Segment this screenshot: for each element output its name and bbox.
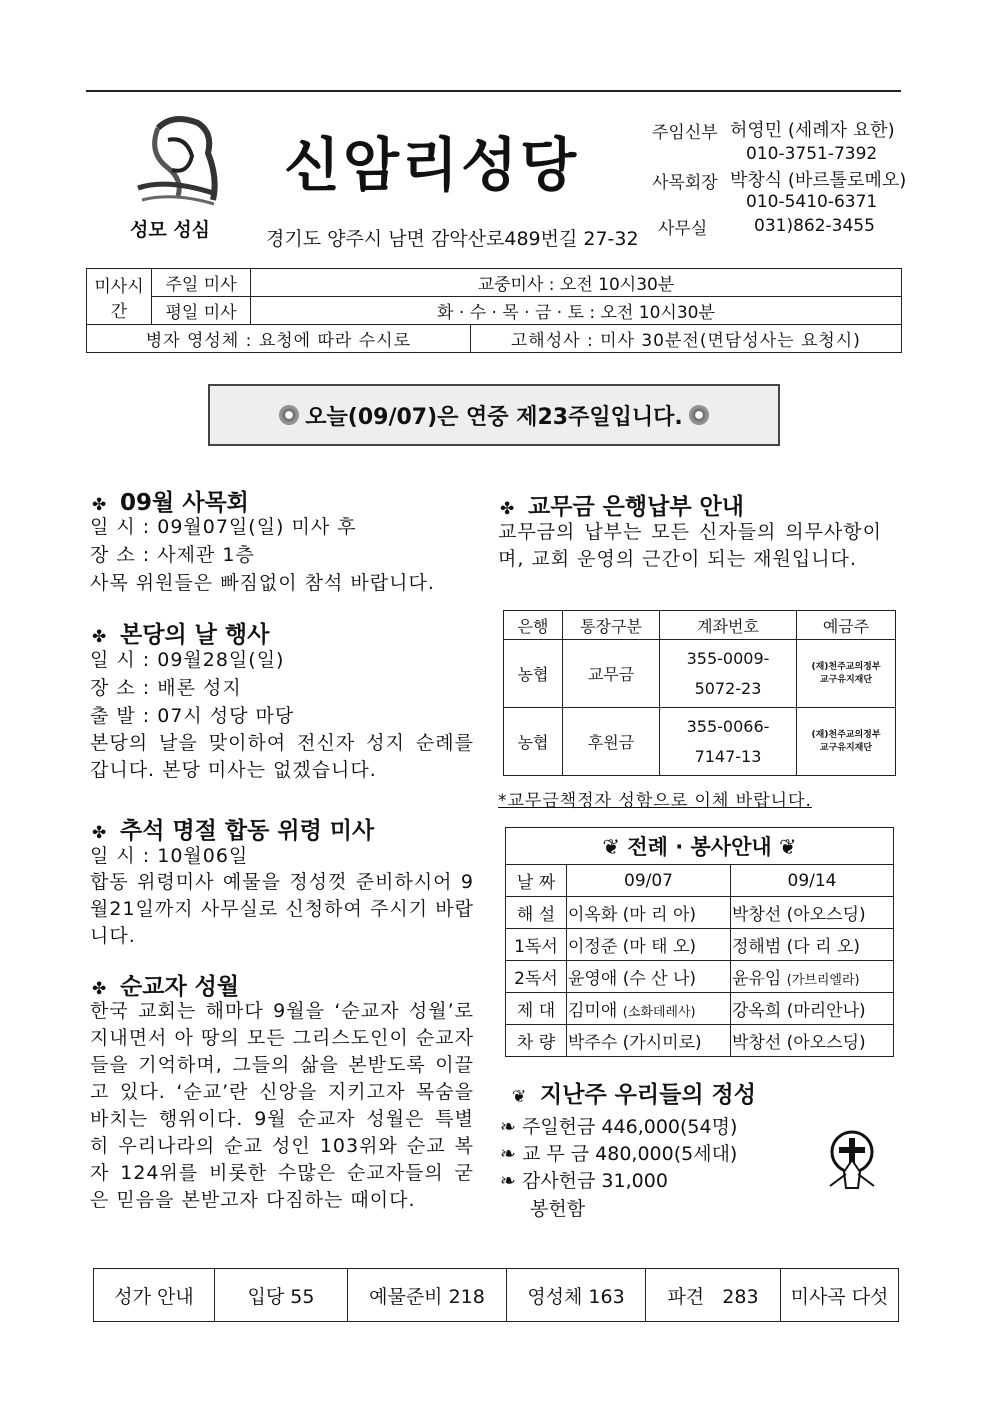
memorial-mass-title: 추석 명절 합동 위령 미사 (120, 818, 375, 844)
account-number: 355-0066- 7147-13 (660, 708, 797, 776)
parish-day-body: 본당의 날을 맞이하여 전신자 성지 순례를 갑니다. 본당 미사는 없겠습니다. (90, 732, 474, 781)
parish-name: 신암리성당 (284, 131, 580, 199)
sunday-mass-label: 주일 미사 (152, 269, 251, 297)
leaf-icon: ❦ (778, 835, 797, 859)
hymn-offertory: 예물준비 218 (348, 1269, 507, 1322)
parish-day-title: 본당의 날 행사 (120, 622, 270, 648)
sacred-heart-logo-icon (128, 108, 226, 208)
account-holder: (재)천주교의정부 교구유지재단 (797, 640, 896, 708)
parish-day-line2: 장 소 : 배론 성지 (90, 677, 242, 699)
office-label: 사무실 (658, 219, 708, 239)
council-name: 박창식 (바르톨로메오) (730, 170, 907, 191)
offering-fee: ❧ 교 무 금 480,000(5세대) (500, 1143, 738, 1165)
account-type: 교무금 (563, 640, 660, 708)
hymn-table (93, 1268, 899, 1322)
table-row (506, 1025, 894, 1057)
liturgy-person: 윤유임 (가브리엘라) (731, 961, 894, 993)
liturgy-role: 제 대 (506, 993, 567, 1025)
hymn-dismissal: 파견 283 (646, 1269, 781, 1322)
table-row (506, 961, 894, 993)
dove-icon (689, 405, 709, 425)
table-row (506, 897, 894, 929)
offering-thanks: ❧ 감사헌금 31,000 (500, 1170, 668, 1192)
church-fee-body: 교무금의 납부는 모든 신자들의 의무사항이며, 교회 운영의 근간이 되는 재원입니다. (498, 521, 882, 570)
leaf-bullet-icon: ❧ (500, 1170, 522, 1192)
account-type: 후원금 (563, 708, 660, 776)
church-fee-title: 교무금 은행납부 안내 (528, 494, 744, 520)
offering-heading (512, 1076, 756, 1109)
liturgy-person: 박창선 (아오스딩) (731, 897, 894, 929)
sunday-mass-time: 교중미사 : 오전 10시30분 (251, 269, 902, 297)
office-phone: 031)862-3455 (754, 216, 875, 236)
mass-time-label: 미사시간 (87, 269, 152, 325)
council-label: 사목회장 (652, 173, 718, 193)
table-row (506, 929, 894, 961)
liturgy-person: 박주수 (가시미로) (567, 1025, 731, 1057)
diamond-bullet-icon: ✤ (92, 495, 107, 515)
pastor-label: 주임신부 (652, 123, 718, 143)
liturgy-person: 박창선 (아오스딩) (731, 1025, 894, 1057)
date-1: 09/07 (567, 865, 731, 897)
liturgy-person: 정해범 (다 리 오) (731, 929, 894, 961)
council-meeting-line1: 일 시 : 09월07일(일) 미사 후 (90, 516, 357, 538)
logo-caption: 성모 성심 (130, 219, 211, 241)
church-fee-note: *교무금책정자 성함으로 이체 바랍니다. (498, 791, 812, 811)
parish-day-line3: 출 발 : 07시 성당 마당 (90, 705, 295, 727)
diamond-bullet-icon: ✤ (500, 499, 515, 519)
parish-day-line1: 일 시 : 09월28일(일) (90, 649, 285, 671)
weekday-mass-time: 화 · 수 · 목 · 금 · 토 : 오전 10시30분 (251, 297, 902, 325)
council-meeting-line2: 장 소 : 사제관 1층 (90, 544, 255, 566)
date-label: 날 짜 (506, 865, 567, 897)
martyrs-month-heading (92, 968, 239, 1001)
pastor-phone: 010-3751-7392 (746, 144, 878, 164)
liturgy-person: 강옥희 (마리안나) (731, 993, 894, 1025)
council-phone: 010-5410-6371 (746, 192, 878, 212)
weekday-mass-label: 평일 미사 (152, 297, 251, 325)
church-fee-heading (500, 488, 744, 521)
offering-box: 봉헌함 (530, 1198, 586, 1220)
date-2: 09/14 (731, 865, 894, 897)
liturgy-role: 1독서 (506, 929, 567, 961)
liturgy-person: 이정준 (마 태 오) (567, 929, 731, 961)
bank-name: 농협 (504, 708, 563, 776)
parish-day-heading (92, 616, 269, 649)
liturgy-table (505, 827, 894, 1057)
bank-header-account: 계좌번호 (660, 611, 797, 640)
table-row (506, 993, 894, 1025)
offering-title: 지난주 우리들의 정성 (540, 1082, 756, 1108)
bank-header-type: 통장구분 (563, 611, 660, 640)
liturgy-person: 윤영애 (수 산 나) (567, 961, 731, 993)
bank-header-holder: 예금주 (797, 611, 896, 640)
table-row (504, 640, 896, 708)
banner-text: 오늘(09/07)은 연중 제23주일입니다. (305, 404, 683, 430)
liturgy-role: 해 설 (506, 897, 567, 929)
praying-hands-cross-icon (824, 1130, 886, 1192)
liturgy-person: 이옥화 (마 리 아) (567, 897, 731, 929)
leaf-bullet-icon: ❧ (500, 1116, 522, 1138)
top-rule (86, 90, 901, 92)
offering-sunday: ❧ 주일헌금 446,000(54명) (500, 1116, 738, 1138)
hymn-mass-music: 미사곡 다섯 (781, 1269, 899, 1322)
hymn-communion: 영성체 163 (507, 1269, 646, 1322)
liturgy-role: 차 량 (506, 1025, 567, 1057)
account-holder: (재)천주교의정부 교구유지재단 (797, 708, 896, 776)
hymn-entrance: 입당 55 (215, 1269, 348, 1322)
mass-schedule-table (86, 268, 902, 353)
martyrs-month-body: 한국 교회는 해마다 9월을 ‘순교자 성월’로 지내면서 아 땅의 모든 그리스도인이 순교자들을 기억하며, 그들의 삶을 본받도록 이끌고 있다. ‘순교’란 신앙을 지키고자 목숨을 바치는 행위이다. 9월 순교자 성월은 특별히 우리나라의 순교 성인 103위와 순교 복자 124위를 비롯한 수많은 순교자들의 굳은 믿음을 본받고자 다짐하는 때이다. (90, 1000, 474, 1211)
council-meeting-title: 09월 사목회 (120, 490, 249, 516)
parish-address: 경기도 양주시 남면 감악산로489번길 27-32 (266, 228, 639, 250)
sick-communion: 병자 영성체 : 요청에 따라 수시로 (87, 325, 471, 353)
table-row (504, 708, 896, 776)
liturgy-role: 2독서 (506, 961, 567, 993)
account-number: 355-0009- 5072-23 (660, 640, 797, 708)
diamond-bullet-icon: ✤ (92, 823, 107, 843)
leaf-icon: ❦ (512, 1087, 527, 1107)
memorial-mass-heading (92, 812, 374, 845)
banner-text-wrap (210, 386, 778, 444)
memorial-mass-body: 합동 위령미사 예물을 정성껏 준비하시어 9월21일까지 사무실로 신청하여 주시기 바랍니다. (90, 871, 474, 947)
memorial-mass-line1: 일 시 : 10월06일 (90, 845, 249, 867)
confession: 고해성사 : 미사 30분전(면담성사는 요청시) (470, 325, 901, 353)
sunday-banner (208, 384, 780, 446)
liturgy-person: 김미애 (소화데레사) (567, 993, 731, 1025)
leaf-bullet-icon: ❧ (500, 1143, 522, 1165)
pastor-name: 허영민 (세례자 요한) (730, 120, 895, 141)
bank-header-bank: 은행 (504, 611, 563, 640)
leaf-icon: ❦ (602, 835, 621, 859)
hymn-label: 성가 안내 (94, 1269, 215, 1322)
council-meeting-line3: 사목 위원들은 빠짐없이 참석 바랍니다. (90, 572, 435, 594)
bank-name: 농협 (504, 640, 563, 708)
diamond-bullet-icon: ✤ (92, 627, 107, 647)
diamond-bullet-icon: ✤ (92, 979, 107, 999)
dove-icon (279, 405, 299, 425)
bank-account-table (503, 610, 896, 776)
liturgy-title: ❦ 전례 · 봉사안내 ❦ (506, 828, 894, 865)
martyrs-month-title: 순교자 성월 (120, 974, 240, 1000)
